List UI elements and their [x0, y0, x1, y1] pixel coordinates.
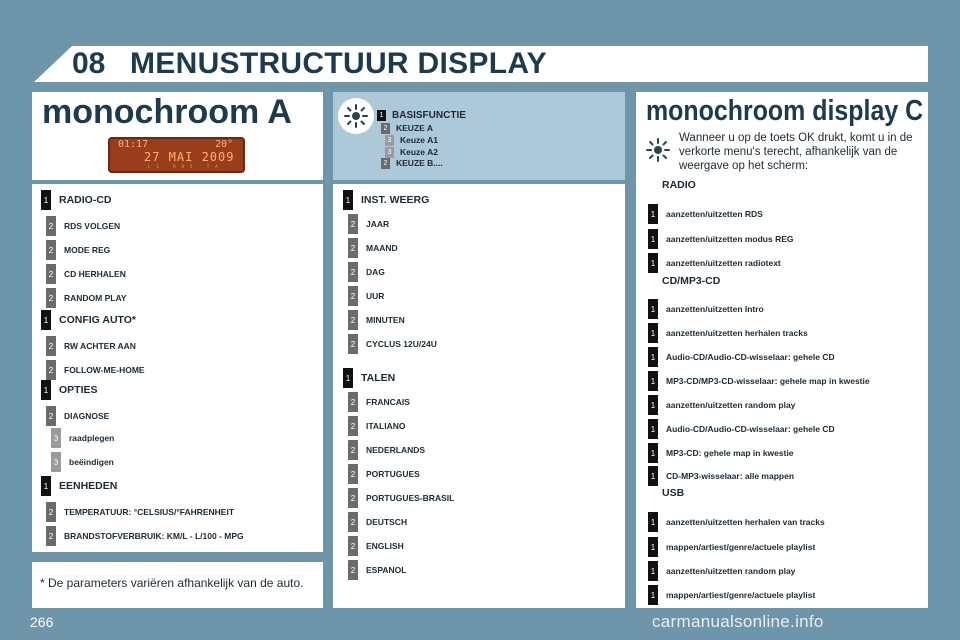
level-badge: 2 [348, 262, 358, 282]
menu-row [648, 537, 815, 557]
menu-row [41, 190, 112, 210]
lcd-display [108, 137, 245, 173]
menu-item-label: Audio-CD/Audio-CD-wisselaar: gehele CD [666, 424, 835, 434]
level-badge: 2 [46, 502, 56, 522]
level-badge: 2 [348, 310, 358, 330]
level-badge: 2 [348, 238, 358, 258]
menu-row [348, 464, 420, 484]
legend-label: KEUZE A [396, 123, 433, 133]
level-badge: 1 [648, 323, 658, 343]
level-badge: 2 [381, 123, 390, 134]
legend-row [385, 134, 438, 146]
menu-row [648, 204, 763, 224]
section-heading: RADIO [662, 179, 696, 191]
level-badge: 2 [46, 336, 56, 356]
right-description: Wanneer u op de toets OK drukt, komt u in de verkorte menu's terecht, afhankelijk van de weergave op het scherm: [679, 132, 913, 172]
level-badge: 3 [385, 147, 394, 158]
menu-row [648, 395, 795, 415]
legend-label: KEUZE B.... [396, 158, 443, 168]
menu-item-label: OPTIES [59, 384, 98, 396]
level-badge: 2 [348, 334, 358, 354]
sun-icon [338, 98, 374, 134]
level-badge: 2 [46, 216, 56, 236]
menu-row [648, 443, 794, 463]
footnote: * De parameters variëren afhankelijk van de auto. [40, 576, 304, 590]
menu-item-label: CD-MP3-wisselaar: alle mappen [666, 471, 795, 481]
level-badge: 2 [348, 392, 358, 412]
level-badge: 2 [348, 488, 358, 508]
menu-item-label: PORTUGUES-BRASIL [366, 493, 455, 503]
menu-item-label: INST. WEERG [361, 194, 430, 206]
level-badge: 1 [648, 466, 658, 486]
level-badge: 1 [648, 204, 658, 224]
menu-item-label: aanzetten/uitzetten herhalen tracks [666, 328, 808, 338]
section-heading: USB [662, 487, 685, 499]
level-badge: 2 [348, 214, 358, 234]
menu-item-label: raadplegen [69, 433, 115, 443]
menu-item-label: CYCLUS 12U/24U [366, 339, 437, 349]
legend-label: Keuze A1 [400, 135, 438, 145]
menu-row [41, 380, 98, 400]
level-badge: 2 [348, 560, 358, 580]
level-badge: 1 [343, 368, 353, 388]
level-badge: 2 [46, 406, 56, 426]
legend-label: Keuze A2 [400, 147, 438, 157]
menu-row [348, 214, 389, 234]
level-badge: 1 [648, 419, 658, 439]
menu-row [343, 190, 429, 210]
level-badge: 1 [648, 395, 658, 415]
level-badge: 2 [348, 416, 358, 436]
right-title: monochroom display C [646, 95, 924, 127]
menu-row [51, 428, 114, 448]
lcd-indicators: LS RDS TA [148, 164, 224, 169]
menu-row [46, 336, 136, 356]
menu-row [648, 512, 825, 532]
level-badge: 2 [381, 158, 390, 169]
menu-row [46, 288, 127, 308]
menu-item-label: mappen/artiest/genre/actuele playlist [666, 590, 816, 600]
menu-item-label: MAAND [366, 243, 398, 253]
level-badge: 1 [377, 110, 386, 121]
legend-panel [333, 92, 625, 180]
level-badge: 2 [46, 240, 56, 260]
menu-row [348, 238, 398, 258]
level-badge: 3 [51, 452, 61, 472]
menu-row [648, 466, 794, 486]
menu-row [348, 536, 404, 556]
menu-row [343, 368, 395, 388]
menu-row [46, 526, 244, 546]
menu-item-label: TEMPERATUUR: °CELSIUS/°FAHRENHEIT [64, 507, 235, 517]
level-badge: 1 [648, 347, 658, 367]
level-badge: 2 [348, 512, 358, 532]
menu-row [348, 262, 385, 282]
menu-item-label: UUR [366, 291, 385, 301]
menu-item-label: FRANCAIS [366, 397, 410, 407]
menu-item-label: aanzetten/uitzetten radiotext [666, 258, 781, 268]
menu-item-label: DEUTSCH [366, 517, 408, 527]
lcd-time: 01:17 [118, 139, 149, 150]
menu-row [41, 476, 117, 496]
menu-item-label: RW ACHTER AAN [64, 341, 136, 351]
level-badge: 1 [648, 299, 658, 319]
menu-row [41, 310, 136, 330]
level-badge: 1 [41, 380, 51, 400]
menu-item-label: CONFIG AUTO* [59, 314, 137, 326]
lcd-temp: 20° [214, 139, 233, 150]
legend-row [381, 122, 433, 134]
level-badge: 1 [648, 512, 658, 532]
menu-item-label: DAG [366, 267, 385, 277]
page-number: 266 [30, 614, 54, 630]
sun-icon [640, 132, 676, 168]
menu-item-label: ITALIANO [366, 421, 406, 431]
menu-item-label: TALEN [361, 372, 396, 384]
menu-item-label: PORTUGUES [366, 469, 420, 479]
menu-row [46, 264, 126, 284]
menu-row [648, 585, 815, 605]
level-badge: 2 [46, 526, 56, 546]
menu-item-label: aanzetten/uitzetten RDS [666, 209, 763, 219]
level-badge: 1 [41, 190, 51, 210]
menu-item-label: CD HERHALEN [64, 269, 126, 279]
level-badge: 3 [385, 135, 394, 146]
menu-row [648, 253, 781, 273]
menu-row [648, 347, 835, 367]
menu-item-label: beëindigen [69, 457, 114, 467]
legend-label: BASISFUNCTIE [392, 109, 466, 121]
menu-row [348, 488, 454, 508]
menu-item-label: aanzetten/uitzetten random play [666, 566, 796, 576]
level-badge: 1 [648, 253, 658, 273]
menu-row [46, 502, 234, 522]
menu-item-label: ESPANOL [366, 565, 407, 575]
menu-item-label: FOLLOW-ME-HOME [64, 365, 145, 375]
menu-row [348, 392, 410, 412]
menu-item-label: RANDOM PLAY [64, 293, 127, 303]
watermark: carmanualsonline.info [652, 612, 824, 631]
level-badge: 1 [343, 190, 353, 210]
level-badge: 2 [46, 264, 56, 284]
menu-item-label: MP3-CD/MP3-CD-wisselaar: gehele map in kwestie [666, 376, 870, 386]
menu-row [648, 419, 835, 439]
menu-item-label: DIAGNOSE [64, 411, 110, 421]
level-badge: 1 [648, 229, 658, 249]
menu-item-label: MP3-CD: gehele map in kwestie [666, 448, 794, 458]
menu-item-label: RADIO-CD [59, 194, 112, 206]
menu-item-label: NEDERLANDS [366, 445, 426, 455]
menu-row [348, 334, 437, 354]
menu-row [348, 560, 406, 580]
menu-row [46, 406, 109, 426]
level-badge: 1 [648, 371, 658, 391]
menu-item-label: aanzetten/uitzetten modus REG [666, 234, 794, 244]
menu-item-label: mappen/artiest/genre/actuele playlist [666, 542, 816, 552]
menu-item-label: aanzetten/uitzetten Intro [666, 304, 764, 314]
menu-item-label: MINUTEN [366, 315, 405, 325]
level-badge: 1 [41, 310, 51, 330]
left-title: monochroom A [42, 93, 292, 131]
menu-row [648, 229, 794, 249]
level-badge: 2 [348, 464, 358, 484]
menu-row [348, 286, 384, 306]
menu-item-label: BRANDSTOFVERBRUIK: KM/L - L/100 - MPG [64, 531, 244, 541]
chapter-number: 08 [72, 47, 106, 80]
menu-row [348, 512, 407, 532]
menu-item-label: ENGLISH [366, 541, 404, 551]
menu-item-label: MODE REG [64, 245, 111, 255]
menu-item-label: aanzetten/uitzetten random play [666, 400, 796, 410]
legend-row [377, 109, 466, 121]
menu-item-label: RDS VOLGEN [64, 221, 121, 231]
menu-row [348, 416, 406, 436]
level-badge: 1 [648, 443, 658, 463]
level-badge: 3 [51, 428, 61, 448]
lcd-date: 27 MAI 2009 [144, 150, 235, 164]
menu-row [46, 240, 110, 260]
menu-row [648, 323, 808, 343]
menu-row [348, 440, 425, 460]
menu-item-label: EENHEDEN [59, 480, 118, 492]
level-badge: 1 [648, 537, 658, 557]
right-menu-panel [636, 128, 928, 608]
menu-item-label: aanzetten/uitzetten herhalen van tracks [666, 517, 825, 527]
menu-row [348, 310, 405, 330]
menu-row [51, 452, 114, 472]
section-heading: CD/MP3-CD [662, 275, 721, 287]
page-title: MENUSTRUCTUUR DISPLAY [130, 47, 547, 80]
menu-row [46, 216, 120, 236]
level-badge: 2 [348, 440, 358, 460]
menu-item-label: JAAR [366, 219, 390, 229]
level-badge: 1 [648, 585, 658, 605]
menu-item-label: Audio-CD/Audio-CD-wisselaar: gehele CD [666, 352, 835, 362]
level-badge: 1 [648, 561, 658, 581]
level-badge: 1 [41, 476, 51, 496]
level-badge: 2 [46, 288, 56, 308]
menu-row [648, 299, 764, 319]
level-badge: 2 [46, 360, 56, 380]
menu-row [46, 360, 145, 380]
level-badge: 2 [348, 286, 358, 306]
menu-row [648, 561, 795, 581]
menu-row [648, 371, 870, 391]
legend-row [381, 157, 443, 169]
level-badge: 2 [348, 536, 358, 556]
